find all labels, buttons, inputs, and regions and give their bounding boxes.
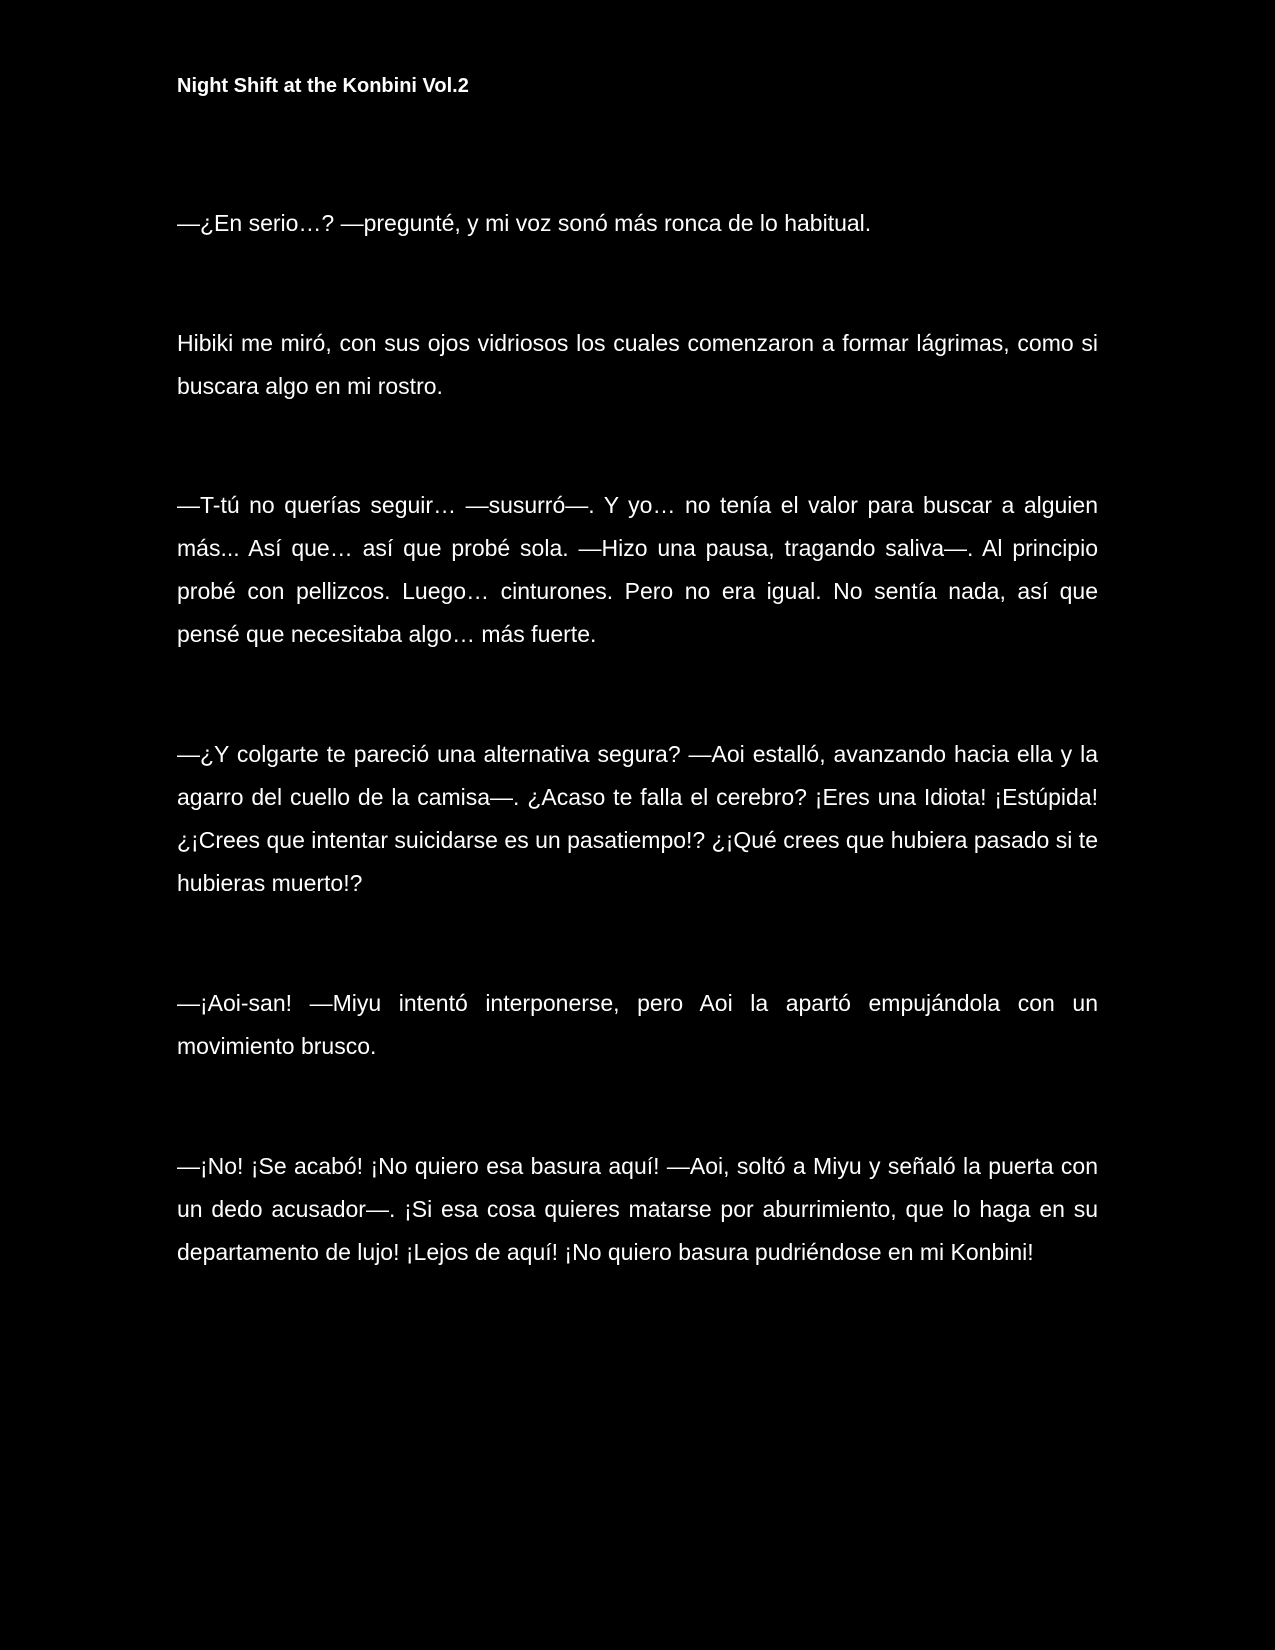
paragraph: —¿En serio…? —pregunté, y mi voz sonó más ronca de lo habitual.	[177, 210, 872, 236]
paragraph: Hibiki me miró, con sus ojos vidriosos los cuales comenzaron a formar lágrimas, como si buscara algo en mi rostro.	[177, 330, 1098, 399]
running-header: Night Shift at the Konbini Vol.2	[177, 75, 469, 97]
paragraph: —¿Y colgarte te pareció una alternativa segura? —Aoi estalló, avanzando hacia ella y la agarro del cuello de la camisa—. ¿Acaso te falla el cerebro? ¡Eres una Idiota! ¡Estúpida! ¿¡Crees que intentar suicidarse es un pasatiempo!? ¿¡Qué crees que hubiera pasado si te hubieras muerto!?	[177, 741, 1098, 896]
paragraph: —¡Aoi-san! —Miyu intentó interponerse, pero Aoi la apartó empujándola con un movimiento brusco.	[177, 990, 1098, 1059]
paragraph: —T-tú no querías seguir… —susurró—. Y yo… no tenía el valor para buscar a alguien más... Así que… así que probé sola. —Hizo una pausa, tragando saliva—. Al principio probé con pellizcos. Luego… cinturones. Pero no era igual. No sentía nada, así que pensé que necesitaba algo… más fuerte.	[177, 492, 1098, 647]
paragraph: —¡No! ¡Se acabó! ¡No quiero esa basura aquí! —Aoi, soltó a Miyu y señaló la puerta con un dedo acusador—. ¡Si esa cosa quieres matarse por aburrimiento, que lo haga en su departamento de lujo! ¡Lejos de aquí! ¡No quiero basura pudriéndose en mi Konbini!	[177, 1153, 1098, 1265]
